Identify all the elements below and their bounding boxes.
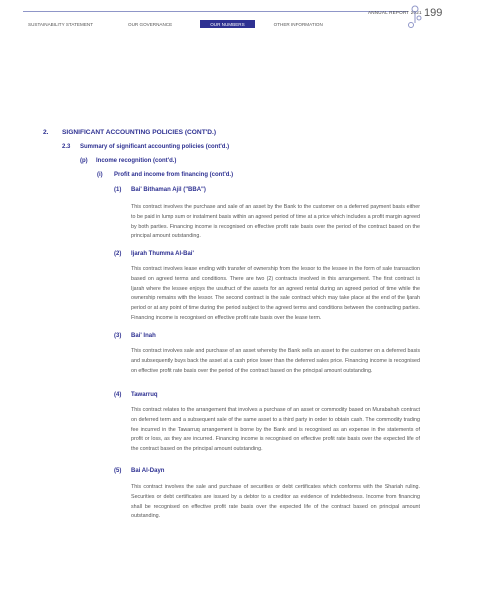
item-p-title: Income recognition (cont'd.): [96, 158, 177, 164]
subsection-number: 2.3: [62, 144, 71, 150]
entry-4-title: Tawarruq: [131, 392, 158, 398]
item-i-title: Profit and income from financing (cont'd.): [114, 172, 234, 178]
entry-3-number: (3): [114, 333, 122, 339]
entry-3-title: Bai' Inah: [131, 333, 156, 339]
entry-2-body: This contract involves lease ending with transfer of ownership from the lessor to the lessee in the form of sale transaction based on agreed terms and conditions. There are two (2) contracts involved in this arrangement. The first contract is Ijarah where the lessee enjoys the usufruct of the assets for an agreed rental during an agreed period of time while the ownership remains with the lessor. The second contract is the sale contract which may take place at the end of the Ijarah period or at any point of time during the period subject to the agreed terms and conditions between the contracting parties. Financing income is recognised on effective profit rate basis over the lease term.: [131, 266, 420, 321]
page-number: 199: [424, 7, 443, 19]
top-nav: [28, 20, 323, 28]
nav-our-numbers[interactable]: OUR NUMBERS: [200, 20, 254, 28]
section-number: 2.: [43, 129, 49, 136]
entry-1-body: This contract involves the purchase and sale of an asset by the Bank to the customer on a deferred payment basis either to be paid in lump sum or instalment basis within an agreed period of time at a price which includes a profit margin agreed by both parties. Financing income is recognised on effective profit rate basis over the period of the contract based on the principal amount outstanding.: [131, 204, 420, 240]
entry-2-title: Ijarah Thumma Al-Bai': [131, 251, 194, 257]
entry-1-number: (1): [114, 187, 122, 193]
entry-5-title: Bai Al-Dayn: [131, 468, 165, 474]
entry-4-number: (4): [114, 392, 122, 398]
subsection-title: Summary of significant accounting policies (cont'd.): [80, 144, 230, 150]
entry-2-number: (2): [114, 251, 122, 257]
entry-4-body: This contract relates to the arrangement that involves a purchase of an asset or commodity based on Murabahah contract on deferred term and a subsequent sale of the same asset to a third party in order to obtain cash. The commodity trading fee incurred in the Tawarruq arrangement is borne by the Bank and is recognised as an expense in the statements of profit or loss, as they are incurred. Financing income is recognised on effective profit rate basis over the expected life of the contract based on the principal amount outstanding.: [131, 407, 420, 453]
nav-sustainability[interactable]: SUSTAINABILITY STATEMENT: [28, 21, 94, 27]
entry-5-body: This contract involves the sale and purchase of securities or debt certificates which conforms with the Shariah ruling. Securities or debt certificates are issued by a debtor to a creditor as evidence of indebtedness. Income from financing shall be recognised on effective profit rate basis over the expected life of the contract based on principal amount outstanding.: [131, 484, 420, 520]
nav-other-information[interactable]: OTHER INFORMATION: [273, 21, 323, 27]
annual-report-title: ANNUAL REPORT 2021: [368, 10, 422, 15]
section-title: SIGNIFICANT ACCOUNTING POLICIES (CONT'D.): [62, 129, 217, 136]
logo-icon: [406, 3, 424, 31]
entry-3-body: This contract involves sale and purchase of an asset whereby the Bank sells an asset to the customer on a deferred basis and subsequently buys back the asset at a cash price lower than the deferred sales price. Financing income is recognised on effective profit rate basis over the period of the contract based on the principal amount outstanding.: [131, 348, 420, 374]
item-i-number: (i): [97, 172, 103, 178]
nav-governance[interactable]: OUR GOVERNANCE: [128, 21, 173, 27]
header-rule: [23, 11, 408, 12]
item-p-number: (p): [80, 158, 88, 164]
entry-5-number: (5): [114, 468, 122, 474]
entry-1-title: Bai' Bithaman Ajil ("BBA"): [131, 187, 206, 193]
